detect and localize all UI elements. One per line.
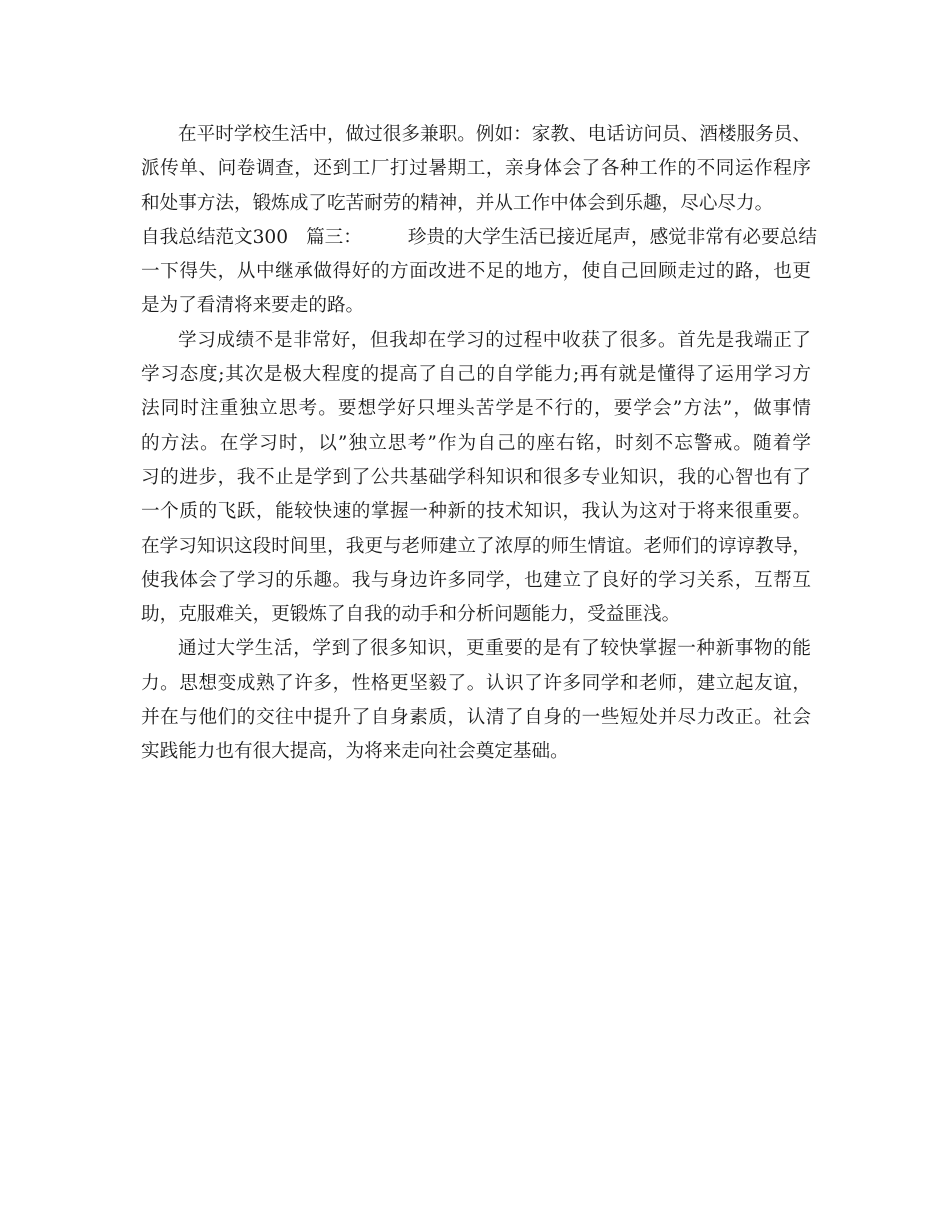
paragraph-line: 珍贵的大学生活已接近尾声，感觉非常有必要总结 — [407, 226, 817, 248]
paragraph-line: 是为了看清将来要走的路。 — [141, 295, 365, 317]
paragraph-line: 一个质的飞跃，能较快速的掌握一种新的技术知识，我认为这对于将来很重要。 — [141, 501, 811, 523]
paragraph-line: 学习成绩不是非常好，但我却在学习的过程中收获了很多。首先是我端正了 — [178, 329, 811, 351]
paragraph-line: 在平时学校生活中，做过很多兼职。例如：家教、电话访问员、酒楼服务员、 — [178, 124, 811, 145]
section-label: 篇三： — [306, 226, 362, 248]
paragraph-line: 和处事方法，锻炼成了吃苦耐劳的精神，并从工作中体会到乐趣，尽心尽力。 — [141, 192, 774, 214]
paragraph-line: 助，克服难关，更锻炼了自我的动手和分析问题能力，受益匪浅。 — [141, 604, 681, 626]
paragraph-line: 在学习知识这段时间里，我更与老师建立了浓厚的师生情谊。老师们的谆谆教导， — [141, 535, 811, 557]
paragraph-line: 一下得失，从中继承做得好的方面改进不足的地方，使自己回顾走过的路，也更 — [141, 261, 811, 283]
paragraph-line: 习的进步，我不止是学到了公共基础学科知识和很多专业知识，我的心智也有了 — [141, 466, 811, 488]
paragraph-line: 实践能力也有很大提高，为将来走向社会奠定基础。 — [141, 741, 569, 763]
paragraph-line: 力。思想变成熟了许多，性格更坚毅了。认识了许多同学和老师，建立起友谊， — [141, 672, 811, 694]
document-body — [141, 118, 817, 770]
paragraph-line: 法同时注重独立思考。要想学好只埋头苦学是不行的，要学会”方法”，做事情 — [141, 398, 811, 420]
paragraph-line: 学习态度;其次是极大程度的提高了自己的自学能力;再有就是懂得了运用学习方 — [141, 364, 811, 386]
paragraph-line: 并在与他们的交往中提升了自身素质，认清了自身的一些短处并尽力改正。社会 — [141, 707, 811, 729]
heading-title: 自我总结范文300 — [141, 226, 289, 248]
section-heading — [141, 221, 817, 255]
paragraph-line: 派传单、问卷调查，还到工厂打过暑期工，亲身体会了各种工作的不同运作程序 — [141, 158, 811, 180]
paragraph-line: 的方法。在学习时，以”独立思考”作为自己的座右铭，时刻不忘警戒。随着学 — [141, 432, 811, 454]
paragraph-line: 通过大学生活，学到了很多知识，更重要的是有了较快掌握一种新事物的能 — [178, 638, 811, 660]
paragraph-line: 使我体会了学习的乐趣。我与身边许多同学，也建立了良好的学习关系，互帮互 — [141, 569, 811, 591]
